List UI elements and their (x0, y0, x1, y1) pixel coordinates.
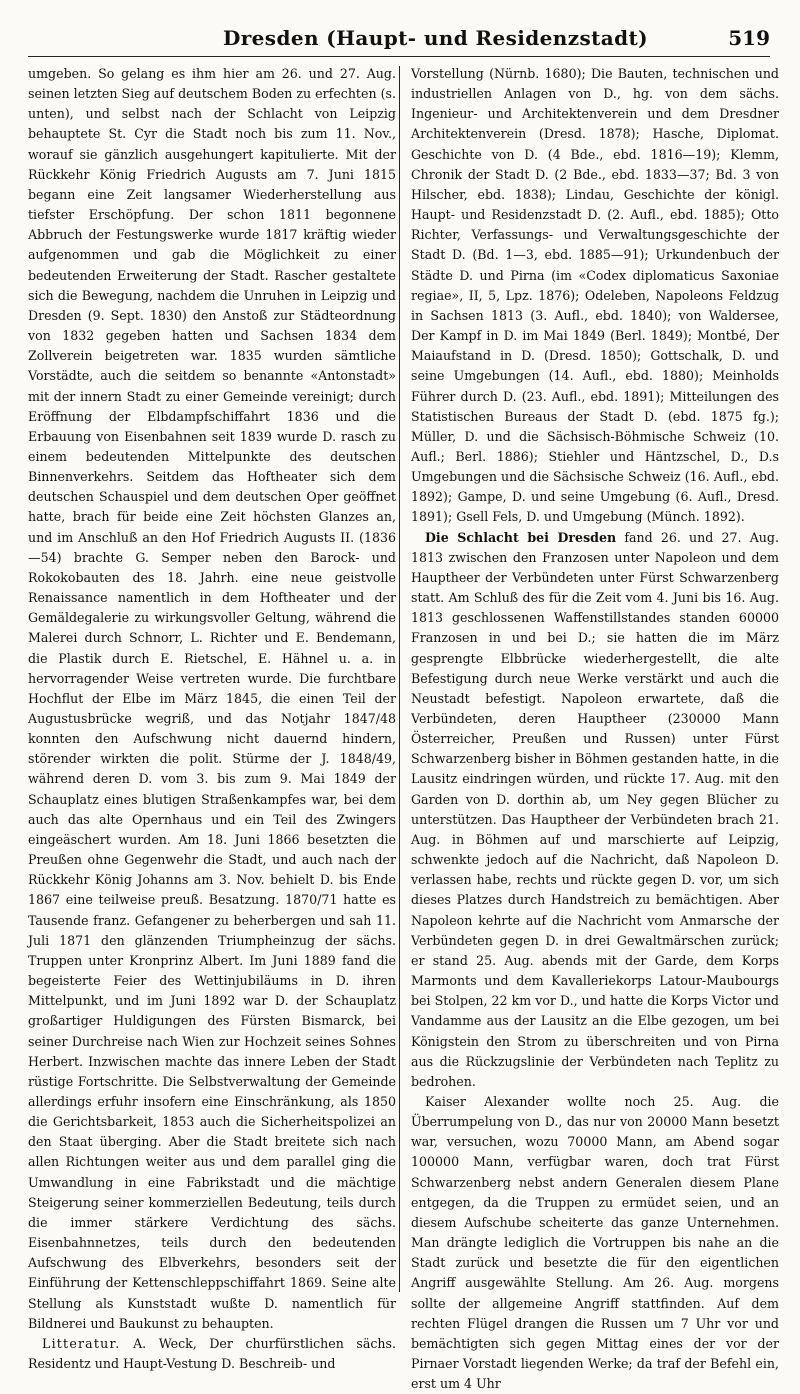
literature-label: Litteratur. (42, 1335, 121, 1351)
entry-heading-battle: Die Schlacht bei Dresden (425, 529, 617, 545)
running-title: Dresden (Haupt- und Residenzstadt) (223, 26, 649, 50)
paragraph-battle-continued: Kaiser Alexander wollte noch 25. Aug. die Überrumpelung von D., das nur von 20000 Mann besetzt war, versuchen, wozu 70000 Mann, am Abend sogar 100000 Mann, verfügbar waren, doch trat Fürst Schwarzenberg nebst andern Generalen diesem Plane entgegen, da die Truppen zu ermüdet seien, und an diesem Aufschube scheiterte das ganze Unternehmen. Man drängte lediglich die Vortruppen bis nahe an die Stadt zurück und besetzte die für den eigentlichen Angriff ausgewählte Stellung. Am 26. Aug. morgens sollte der allgemeine Angriff stattfinden. Auf dem rechten Flügel drangen die Russen um 7 Uhr vor und bemächtigten sich gegen Mittag eines der vor der Pirnaer Vorstadt liegenden Werke; da traf der Befehl ein, erst um 4 Uhr (411, 1093, 779, 1392)
paragraph-history: umgeben. So gelang es ihm hier am 26. und 27. Aug. seinen letzten Sieg auf deutschem Boden zu erfechten (s. unten), und selbst nach der Schlacht von Leipzig behauptete St. Cyr die Stadt noch bis zum 11. Nov., worauf sie gänzlich ausgehungert kapitulierte. Mit der Rückkehr König Friedrich Augusts am 7. Juni 1815 begann eine Zeit langsamer Wiederherstellung aus tiefster Erschöpfung. Der schon 1811 begonnene Abbruch der Festungswerke wurde 1817 kräftig wieder aufgenommen und gab die Möglichkeit zu einer bedeutenden Erweiterung der Stadt. Rascher gestaltete sich die Bewegung, nachdem die Unruhen in Leipzig und Dresden (9. Sept. 1830) den Anstoß zur Städteordnung von 1832 gegeben hatten und Sachsen 1834 dem Zollverein beigetreten war. 1835 wurden sämtliche Vorstädte, auch die seitdem so benannte «Antonstadt» mit der innern Stadt zu einer Gemeinde vereinigt; durch Eröffnung der Elbdampfschiffahrt 1836 und die Erbauung von Eisenbahnen seit 1839 wurde D. rasch zu einem bedeutenden Mittelpunkte des deutschen Binnenverkehrs. Seitdem das Hoftheater sich dem deutschen Schauspiel und dem deutschen Oper geöffnet hatte, brach für beide eine Zeit höchsten Glanzes an, und im Anschluß an den Hof Friedrich Augusts II. (1836—54) brachte G. Semper neben den Barock- und Rokokobauten des 18. Jahrh. eine neue geistvolle Renaissance namentlich in dem Hoftheater und der Gemäldegalerie zu wirkungsvoller Geltung, während die Malerei durch Schnorr, L. Richter und E. Bendemann, die Plastik durch E. Rietschel, E. Hähnel u. a. in hervorragender Weise vertreten wurde. Die furchtbare Hochflut der Elbe im März 1845, die einen Teil der Augustusbrücke wegriß, und das Notjahr 1847/48 konnten den Aufschwung nicht dauernd hindern, störender wirkten die polit. Stürme der J. 1848/49, während deren D. vom 3. bis zum 9. Mai 1849 der Schauplatz eines blutigen Straßenkampfes war, bei dem auch das alte Opernhaus und ein Teil des Zwingers eingeäschert wurden. Am 18. Juni 1866 besetzten die Preußen ohne Gegenwehr die Stadt, und auch nach der Rückkehr König Johanns am 3. Nov. behielt D. bis Ende 1867 eine teilweise preuß. Besatzung. 1870/71 hatte es Tausende franz. Gefangener zu beherbergen und sah 11. Juli 1871 den glänzenden Triumpheinzug der sächs. Truppen unter Kronprinz Albert. Im Juni 1889 fand die begeisterte Feier des Wettinjubiläums in D. ihren Mittelpunkt, und im Juni 1892 war D. der Schauplatz großartiger Huldigungen des Fürsten Bismarck, bei seiner Durchreise nach Wien zur Hochzeit seines Sohnes Herbert. Inzwischen machte das innere Leben der Stadt rüstige Fortschritte. Die Selbstverwaltung der Gemeinde allerdings erfuhr insofern eine Einschränkung, als 1850 die Gerichtsbarkeit, 1853 auch die Sicherheitspolizei an den Staat überging. Aber die Stadt breitete sich nach allen Richtungen weiter aus und dem parallel ging die Umwandlung in eine Fabrikstadt und die mächtige Steigerung seiner kommerziellen Bedeutung, teils durch die immer stärkere Verdichtung des sächs. Eisenbahnnetzes, teils durch den bedeutenden Aufschwung des Elbverkehrs, besonders seit der Einführung der Kettenschleppschiffahrt 1869. Seine alte Stellung als Kunststadt wußte D. namentlich für Bildnerei und Baukunst zu behaupten. (28, 66, 396, 1331)
paragraph-literature (28, 1334, 396, 1374)
paragraph-battle (411, 528, 779, 1092)
battle-text: fand 26. und 27. Aug. 1813 zwischen den Franzosen unter Napoleon und dem Hauptheer der Verbündeten unter Fürst Schwarzenberg statt. Am Schluß des für die Zeit vom 4. Juni bis 16. Aug. 1813 geschlossenen Waffenstillstandes standen 60000 Franzosen in und bei D.; sie hatten die im März gesprengte Elbbrücke wiederhergestellt, die alte Befestigung durch neue Werke verstärkt und auch die Neustadt befestigt. Napoleon erwartete, daß die Verbündeten, deren Hauptheer (230000 Mann Österreicher, Preußen und Russen) unter Fürst Schwarzenberg bisher in Böhmen gestanden hatte, in die Lausitz eindringen würden, und rückte 17. Aug. mit den Garden von D. dorthin ab, um Ney gegen Blücher zu unterstützen. Das Hauptheer der Verbündeten brach 21. Aug. in Böhmen auf und marschierte auf Leipzig, schwenkte jedoch auf die Nachricht, daß Napoleon D. verlassen habe, rechts und rückte gegen D. vor, um sich dieses Platzes durch Handstreich zu bemächtigen. Aber Napoleon kehrte auf die Nachricht vom Anmarsche der Verbündeten gegen D. in drei Gewaltmärschen zurück; er stand 25. Aug. abends mit der Garde, dem Korps Marmonts und dem Kavalleriekorps Latour-Maubourgs bei Stolpen, 22 km vor D., und hatte die Korps Victor und Vandamme aus der Lausitz an die Elbe gezogen, um bei Königstein den Strom zu überschreiten und von Pirna aus die Rückzugslinie der Verbündeten nach Teplitz zu bedrohen. (411, 529, 779, 1089)
right-column (411, 64, 779, 1394)
column-divider (399, 66, 400, 1292)
page-number: 519 (728, 26, 770, 50)
left-column (28, 64, 396, 1374)
page-header (28, 22, 770, 57)
paragraph-literature-continued: Vorstellung (Nürnb. 1680); Die Bauten, technischen und industriellen Anlagen von D., hg. von dem sächs. Ingenieur- und Architektenverein und dem Dresdner Architektenverein (Dresd. 1878); Hasche, Diplomat. Geschichte von D. (4 Bde., ebd. 1816—19); Klemm, Chronik der Stadt D. (2 Bde., ebd. 1833—37; Bd. 3 von Hilscher, ebd. 1838); Lindau, Geschichte der königl. Haupt- und Residenzstadt D. (2. Aufl., ebd. 1885); Otto Richter, Verfassungs- und Verwaltungsgeschichte der Stadt D. (Bd. 1—3, ebd. 1885—91); Urkundenbuch der Städte D. und Pirna (im «Codex diplomaticus Saxoniae regiae», II, 5, Lpz. 1876); Odeleben, Napoleons Feldzug in Sachsen 1813 (3. Aufl., ebd. 1840); von Waldersee, Der Kampf in D. im Mai 1849 (Berl. 1849); Montbé, Der Maiaufstand in D. (Dresd. 1850); Gottschalk, D. und seine Umgebungen (14. Aufl., ebd. 1880); Meinholds Führer durch D. (23. Aufl., ebd. 1891); Mitteilungen des Statistischen Bureaus der Stadt D. (ebd. 1875 fg.); Müller, D. und die Sächsisch-Böhmische Schweiz (10. Aufl.; Berl. 1886); Stiehler und Häntzschel, D., D.s Umgebungen und die Sächsische Schweiz (16. Aufl., ebd. 1892); Gampe, D. und seine Umgebung (6. Aufl., Dresd. 1891); Gsell Fels, D. und Umgebung (Münch. 1892). (411, 66, 779, 525)
literature-text: A. Weck, Der churfürstlichen sächs. Residentz und Haupt-Vestung D. Beschreib- und (28, 1335, 396, 1371)
